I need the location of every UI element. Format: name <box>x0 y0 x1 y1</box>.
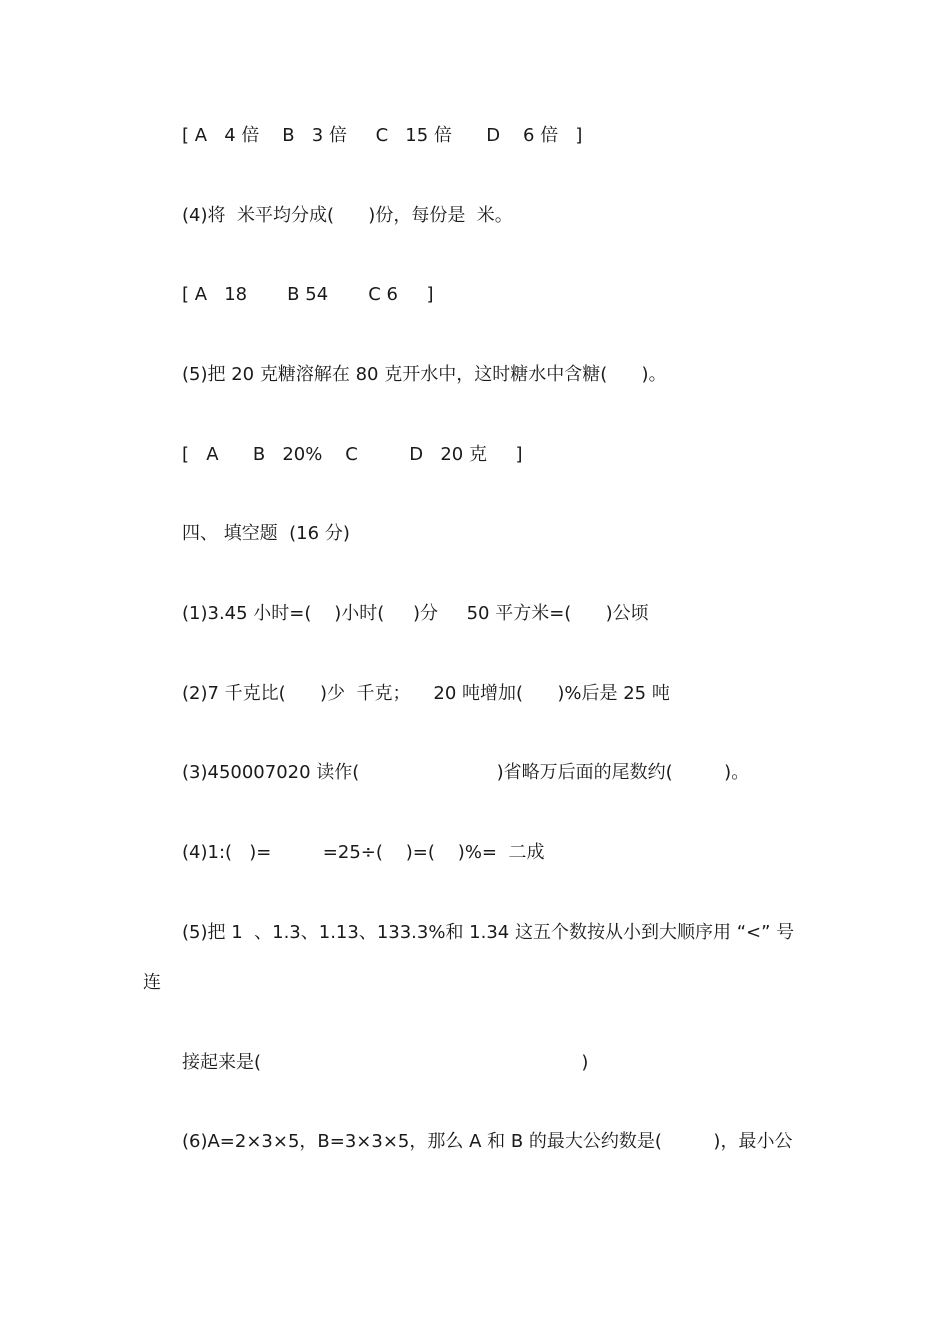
question-5: (5)把 20 克糖溶解在 80 克开水中，这时糖水中含糖( )。 <box>182 364 667 385</box>
options-line-3: [ A 4 倍 B 3 倍 C 15 倍 D 6 倍 ] <box>182 125 583 146</box>
fill-question-2: (2)7 千克比( )少 千克； 20 吨增加( )%后是 25 吨 <box>182 683 670 704</box>
fill-question-5: (5)把 1 、1.3、1.13、133.3%和 1.34 这五个数按从小到大顺序用 “<” 号 <box>182 922 795 943</box>
question-4: (4)将 米平均分成( )份，每份是 米。 <box>182 205 513 226</box>
fill-question-5-wrap: 连 <box>143 972 161 993</box>
fill-question-4: (4)1:( )= =25÷( )=( )%= 二成 <box>182 842 545 863</box>
fill-question-1: (1)3.45 小时=( )小时( )分 50 平方米=( )公顷 <box>182 603 649 624</box>
fill-question-3: (3)450007020 读作( )省略万后面的尾数约( )。 <box>182 762 750 783</box>
fill-question-5-cont: 接起来是( ) <box>182 1052 589 1073</box>
fill-question-6: (6)A=2×3×5，B=3×3×5，那么 A 和 B 的最大公约数是( )，最小公 <box>182 1131 793 1152</box>
options-line-5: [ A B 20% C D 20 克 ] <box>182 444 523 465</box>
options-line-4: [ A 18 B 54 C 6 ] <box>182 284 434 305</box>
section-heading-fill-in: 四、 填空题 (16 分) <box>182 523 350 544</box>
